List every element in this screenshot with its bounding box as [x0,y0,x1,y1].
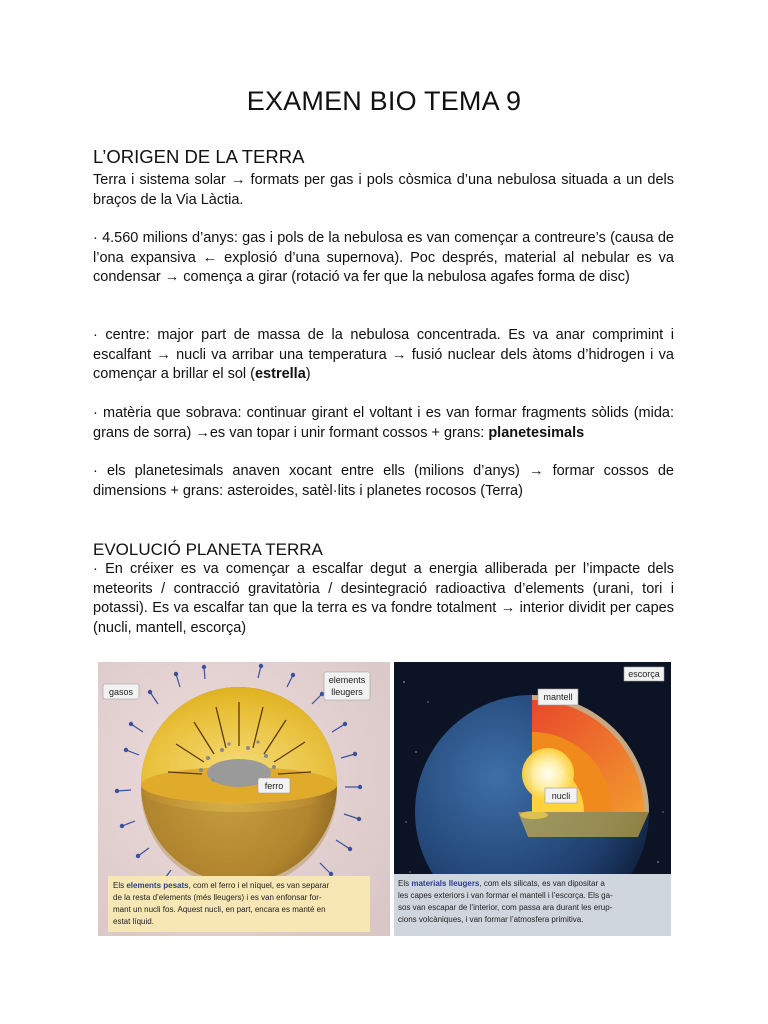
paragraph-intro: Terra i sistema solar → formats per gas i pols còsmica d’una nebulosa situada a un dels braços de la Via Làctia. [93,172,674,208]
right-caption-l3: sos van escapar de l’interior, com passa ara durant les erup- [398,903,613,912]
paragraph-nebula: · 4.560 milions d’anys: gas i pols de la nebulosa es van començar a contreure’s (causa de l’ona expansiva ← explosió d’una supernova). Poc després, material al nebular es va condensar → comença a girar (rotació va fer que la nebulosa agafes forma de disc) [93,230,674,285]
sun-text-end: ) [305,366,311,382]
right-caption-a: Els [398,879,412,888]
label-gasos: gasos [108,687,134,697]
left-caption-l3: mant un nucli fos. Aquest nucli, en part, encara es manté en [113,905,326,914]
left-caption-l4: estat líquid. [113,917,154,926]
left-caption-c: , com el ferro i el níquel, es van separar [188,881,330,890]
paragraph-evolution: · En créixer es va començar a escalfar degut a energia alliberada per l’impacte dels meteorits / contracció gravitatòria / desintegració radioactiva d’elements (urani, tori i potassi). Es va escalfar tan que la terra es va fondre totalment → interior dividit per capes (nucli, mantell, escorça) [93,561,674,636]
right-caption-l2: les capes exteriors i van formar el mantell i l’escorça. Els ga- [398,891,613,900]
sun-text: · centre: major part de massa de la nebulosa concentrada. Es va anar comprimint i escalfant → nucli va arribar una temperatura → fusió nuclear dels àtoms d’hidrogen i va començar a brillar el sol ( [93,327,674,382]
left-caption-l2: de la resta d’elements (més lleugers) i es van enfonsar for- [113,893,322,902]
paragraph-collisions: · els planetesimals anaven xocant entre ells (milions d’anys) → formar cossos de dimensions + grans: asteroides, satèl·lits i planetes rocosos (Terra) [93,463,674,499]
paragraph-planetesimals [93,404,674,443]
left-caption-bold: elements pesats [126,881,189,890]
heavy-elements-illustration [98,662,390,936]
right-caption-bold: materials lleugers [411,879,480,888]
earth-formation-figure [98,662,671,936]
paragraph-sun [93,326,674,385]
label-nucli: nucli [551,791,571,801]
label-mantell: mantell [543,692,573,702]
left-caption-a: Els [113,881,127,890]
right-caption-c: , com els silicats, es van dipositar a [479,879,605,888]
planetesimals-term: planetesimals [488,424,585,441]
label-ferro: ferro [264,781,284,791]
star-term: estrella [254,366,306,382]
section-heading-origin: L’ORIGEN DE LA TERRA [93,146,305,167]
right-caption-l4: cions volcàniques, i van formar l’atmosfera primitiva. [398,915,584,924]
matter-text: · matèria que sobrava: continuar girant el voltant i es van formar fragments sòlids (mida: grans de sorra) →es van topar i unir formant cossos + grans: [93,405,674,441]
label-elements: elements [328,675,366,685]
light-elements-illustration [394,662,671,936]
document-title: EXAMEN BIO TEMA 9 [246,86,522,116]
label-lleugers: lleugers [331,687,363,697]
label-escorca: escorça [628,669,660,679]
section-heading-evolution: EVOLUCIÓ PLANETA TERRA [93,540,323,559]
